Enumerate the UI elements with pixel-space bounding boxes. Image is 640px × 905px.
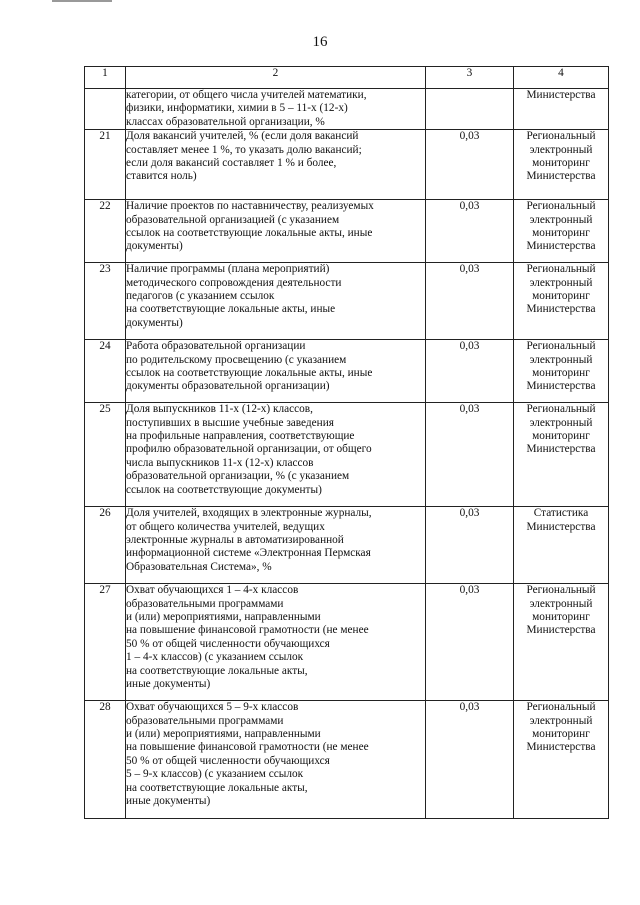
data-source-line: мониторинг (532, 611, 590, 624)
table-row (85, 584, 609, 701)
data-source (514, 701, 609, 819)
table-row (85, 701, 609, 819)
criterion-text-line: ссылок на соответствующие документы) (126, 483, 322, 496)
table-row (85, 403, 609, 507)
data-source-line: электронный (529, 416, 593, 429)
weight-value: 0,03 (426, 263, 514, 340)
criterion-text-line: профилю образовательной организации, от общего (126, 443, 372, 456)
data-source (514, 403, 609, 507)
criterion-text (126, 89, 426, 130)
criterion-text (126, 340, 426, 403)
criterion-text-line: и (или) мероприятиями, направленными (126, 611, 321, 624)
column-header-1: 1 (85, 67, 126, 89)
criterion-text-line: если доля вакансий составляет 1 % и более, (126, 157, 337, 170)
data-source-line: Министерства (526, 443, 596, 456)
data-source-line: электронный (529, 143, 593, 156)
criterion-text (126, 200, 426, 263)
data-source-line: Региональный (526, 584, 596, 597)
data-source-line: электронный (529, 597, 593, 610)
criterion-text-line: на повышение финансовой грамотности (не менее (126, 624, 369, 637)
data-source-line: Министерства (526, 380, 596, 393)
data-source (514, 507, 609, 584)
column-header-2: 2 (126, 67, 426, 89)
column-header-4: 4 (514, 67, 609, 89)
weight-value: 0,03 (426, 584, 514, 701)
criterion-text-line: составляет менее 1 %, то указать долю вакансий; (126, 143, 362, 156)
data-source-line: электронный (529, 714, 593, 727)
criterion-text (126, 584, 426, 701)
criterion-text-line: иные документы) (126, 795, 211, 808)
data-source-line: Министерства (526, 170, 596, 183)
data-source-line: электронный (529, 276, 593, 289)
criterion-text-line: Охват обучающихся 5 – 9-х классов (126, 701, 299, 714)
criterion-text-line: Доля вакансий учителей, % (если доля вакансий (126, 130, 359, 143)
criterion-text-line: Доля учителей, входящих в электронные журналы, (126, 507, 372, 520)
criterion-text-line: 5 – 9-х классов) (с указанием ссылок (126, 768, 304, 781)
criterion-text-line: образовательными программами (126, 714, 284, 727)
data-source-line: Региональный (526, 403, 596, 416)
scan-artifact-mark (52, 0, 112, 5)
row-number: 21 (85, 130, 126, 200)
criterion-text (126, 263, 426, 340)
criterion-text-line: ссылок на соответствующие локальные акты, иные (126, 367, 373, 380)
data-source-line: Министерства (526, 89, 596, 101)
criterion-text-line: на соответствующие локальные акты, иные (126, 303, 336, 316)
criterion-text-line: документы) (126, 240, 183, 253)
data-source-line: Министерства (526, 520, 596, 533)
criterion-text-line: поступивших в высшие учебные заведения (126, 416, 334, 429)
row-number: 28 (85, 701, 126, 819)
table-row (85, 340, 609, 403)
criterion-text-line: на повышение финансовой грамотности (не менее (126, 741, 369, 754)
data-source-line: мониторинг (532, 367, 590, 380)
data-source-line: Региональный (526, 340, 596, 353)
criterion-text-line: Образовательная Система», % (126, 560, 272, 573)
criterion-text-line: 50 % от общей численности обучающихся (126, 637, 330, 650)
criterion-text-line: образовательной организации, % (с указанием (126, 470, 350, 483)
criterion-text (126, 701, 426, 819)
row-number: 25 (85, 403, 126, 507)
row-number: 24 (85, 340, 126, 403)
criterion-text-line: электронные журналы в автоматизированной (126, 534, 344, 547)
criterion-text-line: педагогов (с указанием ссылок (126, 290, 275, 303)
criterion-text-line: категории, от общего числа учителей математики, (126, 89, 367, 101)
criterion-text-line: по родительскому просвещению (с указанием (126, 353, 347, 366)
criterion-text (126, 130, 426, 200)
criterion-text-line: документы) (126, 316, 183, 329)
criterion-text-line: Доля выпускников 11-х (12-х) классов, (126, 403, 313, 416)
data-source-line: Региональный (526, 263, 596, 276)
criterion-text-line: на профильные направления, соответствующие (126, 430, 355, 443)
data-source-line: Министерства (526, 240, 596, 253)
data-source-line: мониторинг (532, 157, 590, 170)
data-source-line: электронный (529, 213, 593, 226)
criterion-text-line: образовательной организацией (с указанием (126, 213, 340, 226)
weight-value: 0,03 (426, 340, 514, 403)
criterion-text-line: Наличие проектов по наставничеству, реализуемых (126, 200, 374, 213)
criterion-text-line: иные документы) (126, 678, 211, 691)
data-source-line: Региональный (526, 130, 596, 143)
data-source-line: Министерства (526, 624, 596, 637)
criterion-text-line: классах образовательной организации, % (126, 115, 325, 128)
column-header-3: 3 (426, 67, 514, 89)
criterion-text-line: физики, информатики, химии в 5 – 11-х (12-х) (126, 102, 348, 115)
data-source (514, 263, 609, 340)
data-source-line: мониторинг (532, 227, 590, 240)
table-row (85, 200, 609, 263)
criterion-text (126, 507, 426, 584)
criterion-text-line: на соответствующие локальные акты, (126, 781, 308, 794)
weight-value: 0,03 (426, 403, 514, 507)
criterion-text-line: методического сопровождения деятельности (126, 276, 342, 289)
criterion-text-line: 1 – 4-х классов) (с указанием ссылок (126, 651, 304, 664)
table-header-row (85, 67, 609, 89)
criterion-text-line: от общего количества учителей, ведущих (126, 520, 325, 533)
criterion-text-line: Работа образовательной организации (126, 340, 306, 353)
criterion-text-line: на соответствующие локальные акты, (126, 664, 308, 677)
page-number: 16 (312, 34, 328, 50)
data-source-line: мониторинг (532, 728, 590, 741)
data-source-line: мониторинг (532, 430, 590, 443)
data-source (514, 89, 609, 130)
criterion-text-line: информационной системе «Электронная Пермская (126, 547, 371, 560)
criterion-text-line: 50 % от общей численности обучающихся (126, 754, 330, 767)
data-source-line: Министерства (526, 303, 596, 316)
table-row (85, 263, 609, 340)
criterion-text-line: образовательными программами (126, 597, 284, 610)
row-number: 27 (85, 584, 126, 701)
criterion-text-line: Наличие программы (плана мероприятий) (126, 263, 330, 276)
weight-value: 0,03 (426, 130, 514, 200)
criterion-text-line: ссылок на соответствующие локальные акты, иные (126, 227, 373, 240)
criterion-text-line: Охват обучающихся 1 – 4-х классов (126, 584, 299, 597)
data-source-line: Региональный (526, 200, 596, 213)
data-source (514, 200, 609, 263)
data-source-line: Министерства (526, 741, 596, 754)
weight-value: 0,03 (426, 200, 514, 263)
table-row (85, 507, 609, 584)
criterion-text-line: и (или) мероприятиями, направленными (126, 728, 321, 741)
criterion-text-line: числа выпускников 11-х (12-х) классов (126, 456, 314, 469)
criterion-text (126, 403, 426, 507)
row-number: 26 (85, 507, 126, 584)
row-number (85, 89, 126, 130)
data-source (514, 130, 609, 200)
data-source (514, 584, 609, 701)
data-source-line: мониторинг (532, 290, 590, 303)
criterion-text-line: ставится ноль) (126, 170, 197, 183)
weight-value: 0,03 (426, 507, 514, 584)
data-source-line: электронный (529, 353, 593, 366)
row-number: 23 (85, 263, 126, 340)
criteria-table (84, 66, 609, 819)
data-source-line: Статистика (533, 507, 589, 520)
criterion-text-line: документы образовательной организации) (126, 380, 330, 393)
data-source-line: Региональный (526, 701, 596, 714)
weight-value (426, 89, 514, 130)
row-number: 22 (85, 200, 126, 263)
table-row (85, 89, 609, 130)
table-row (85, 130, 609, 200)
weight-value: 0,03 (426, 701, 514, 819)
data-source (514, 340, 609, 403)
